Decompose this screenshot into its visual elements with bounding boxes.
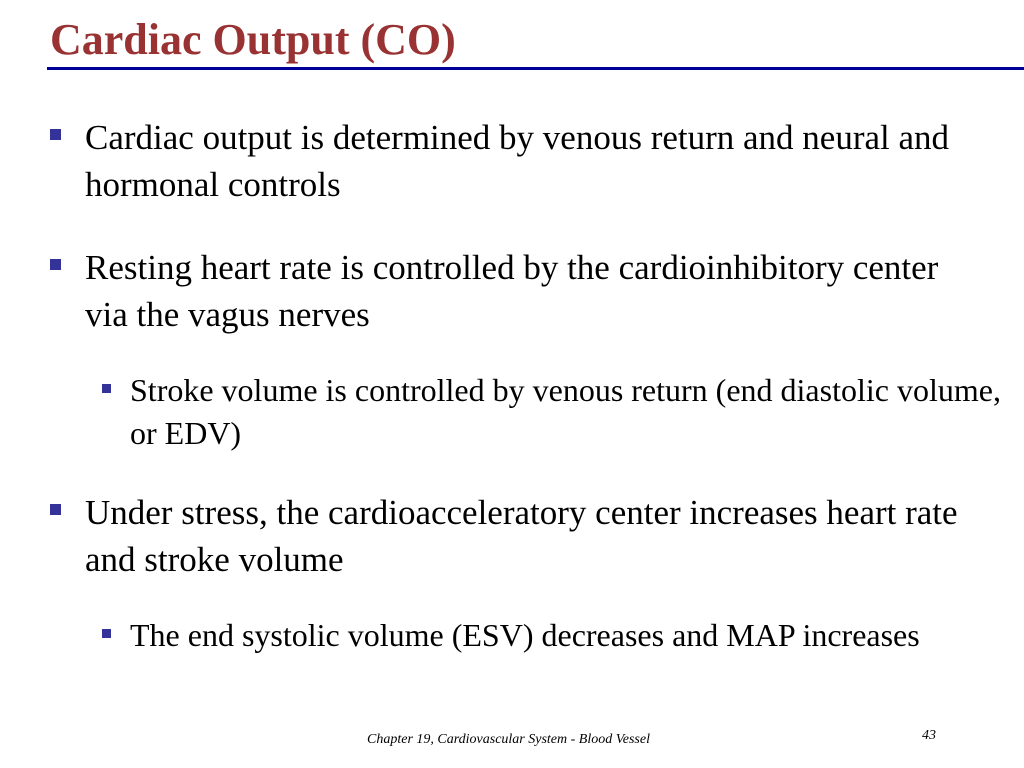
- sub-bullet-text: Stroke volume is controlled by venous return (end diastolic volume, or EDV): [130, 372, 1001, 451]
- slide-title: Cardiac Output (CO): [50, 15, 456, 64]
- square-bullet-icon: [102, 629, 111, 638]
- bullet-text: Cardiac output is determined by venous return and neural and hormonal controls: [85, 118, 950, 204]
- bullet-text: Under stress, the cardioacceleratory center increases heart rate and stroke volume: [85, 493, 958, 579]
- square-bullet-icon: [50, 129, 61, 140]
- bullet-item: [50, 114, 980, 208]
- square-bullet-icon: [50, 504, 61, 515]
- sub-bullet-item: [102, 369, 1002, 455]
- page-number: 43: [922, 728, 936, 743]
- title-underline: [47, 67, 1024, 70]
- sub-bullet-text: The end systolic volume (ESV) decreases and MAP increases: [130, 617, 920, 653]
- sub-bullet-item: [102, 614, 1002, 657]
- bullet-item: [50, 244, 980, 338]
- bullet-text: Resting heart rate is controlled by the cardioinhibitory center via the vagus nerves: [85, 248, 939, 334]
- square-bullet-icon: [50, 259, 61, 270]
- footer-text: Chapter 19, Cardiovascular System - Blood Vessel: [367, 732, 650, 747]
- square-bullet-icon: [102, 384, 111, 393]
- bullet-item: [50, 489, 980, 583]
